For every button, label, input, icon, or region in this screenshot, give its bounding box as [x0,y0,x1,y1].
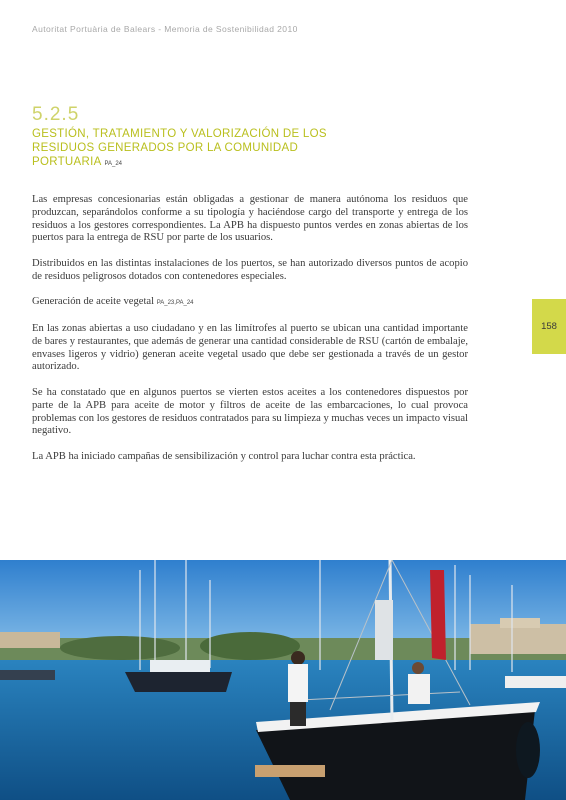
running-header: Autoritat Portuària de Balears - Memoria de Sostenibilidad 2010 [32,24,298,34]
page-number-tab [532,299,566,354]
page-number: 158 [541,321,557,332]
paragraph-1: Las empresas concesionarias están obligadas a gestionar de manera autónoma los residuos que produzcan, separándolos conforme a su tipología y haciéndose cargo del transporte y entrega de los residuos a los gestores correspondientes. La APB ha dispuesto puntos verdes en zonas abiertas de los puertos para la entrega de RSU por parte de los usuarios. [32,194,468,244]
paragraph-2: Distribuidos en las distintas instalaciones de los puertos, se han autorizado diversos puntos de acopio de residuos peligrosos dotados con contenedores especiales. [32,257,468,282]
harbor-photo-illustration [0,560,566,800]
paragraph-5: La APB ha iniciado campañas de sensibilización y control para luchar contra esta práctica. [32,450,416,462]
section-title-text: GESTIÓN, TRATAMIENTO Y VALORIZACIÓN DE LOS RESIDUOS GENERADOS POR LA COMUNIDAD PORTUARIA [32,128,327,168]
subheading [32,296,468,310]
body-text [32,194,468,477]
subheading-reference: PA_23,PA_24 [156,300,194,307]
section-number: 5.2.5 [32,104,80,125]
subheading-text: Generación de aceite vegetal [32,296,155,308]
harbor-photo [0,560,566,800]
paragraph-4: Se ha constatado que en algunos puertos se vierten estos aceites a los contenedores dispuestos por parte de la APB para aceite de motor y filtros de aceite de las embarcaciones, lo cual provoca problemas con los gestores de residuos contratados para su limpieza y muchas veces un impacto visual negativo. [32,386,468,437]
section-title-reference: PA_24 [104,161,123,167]
section-title [32,127,362,171]
paragraph-3: En las zonas abiertas a uso ciudadano y en las limítrofes al puerto se ubican una cantidad importante de bares y restaurantes, que además de generar una cantidad considerable de RSU (cartón de embalaje, envases ligeros y vidrio) generan aceite vegetal usado que debe ser gestionada a través de un gestor autorizado. [32,322,468,373]
